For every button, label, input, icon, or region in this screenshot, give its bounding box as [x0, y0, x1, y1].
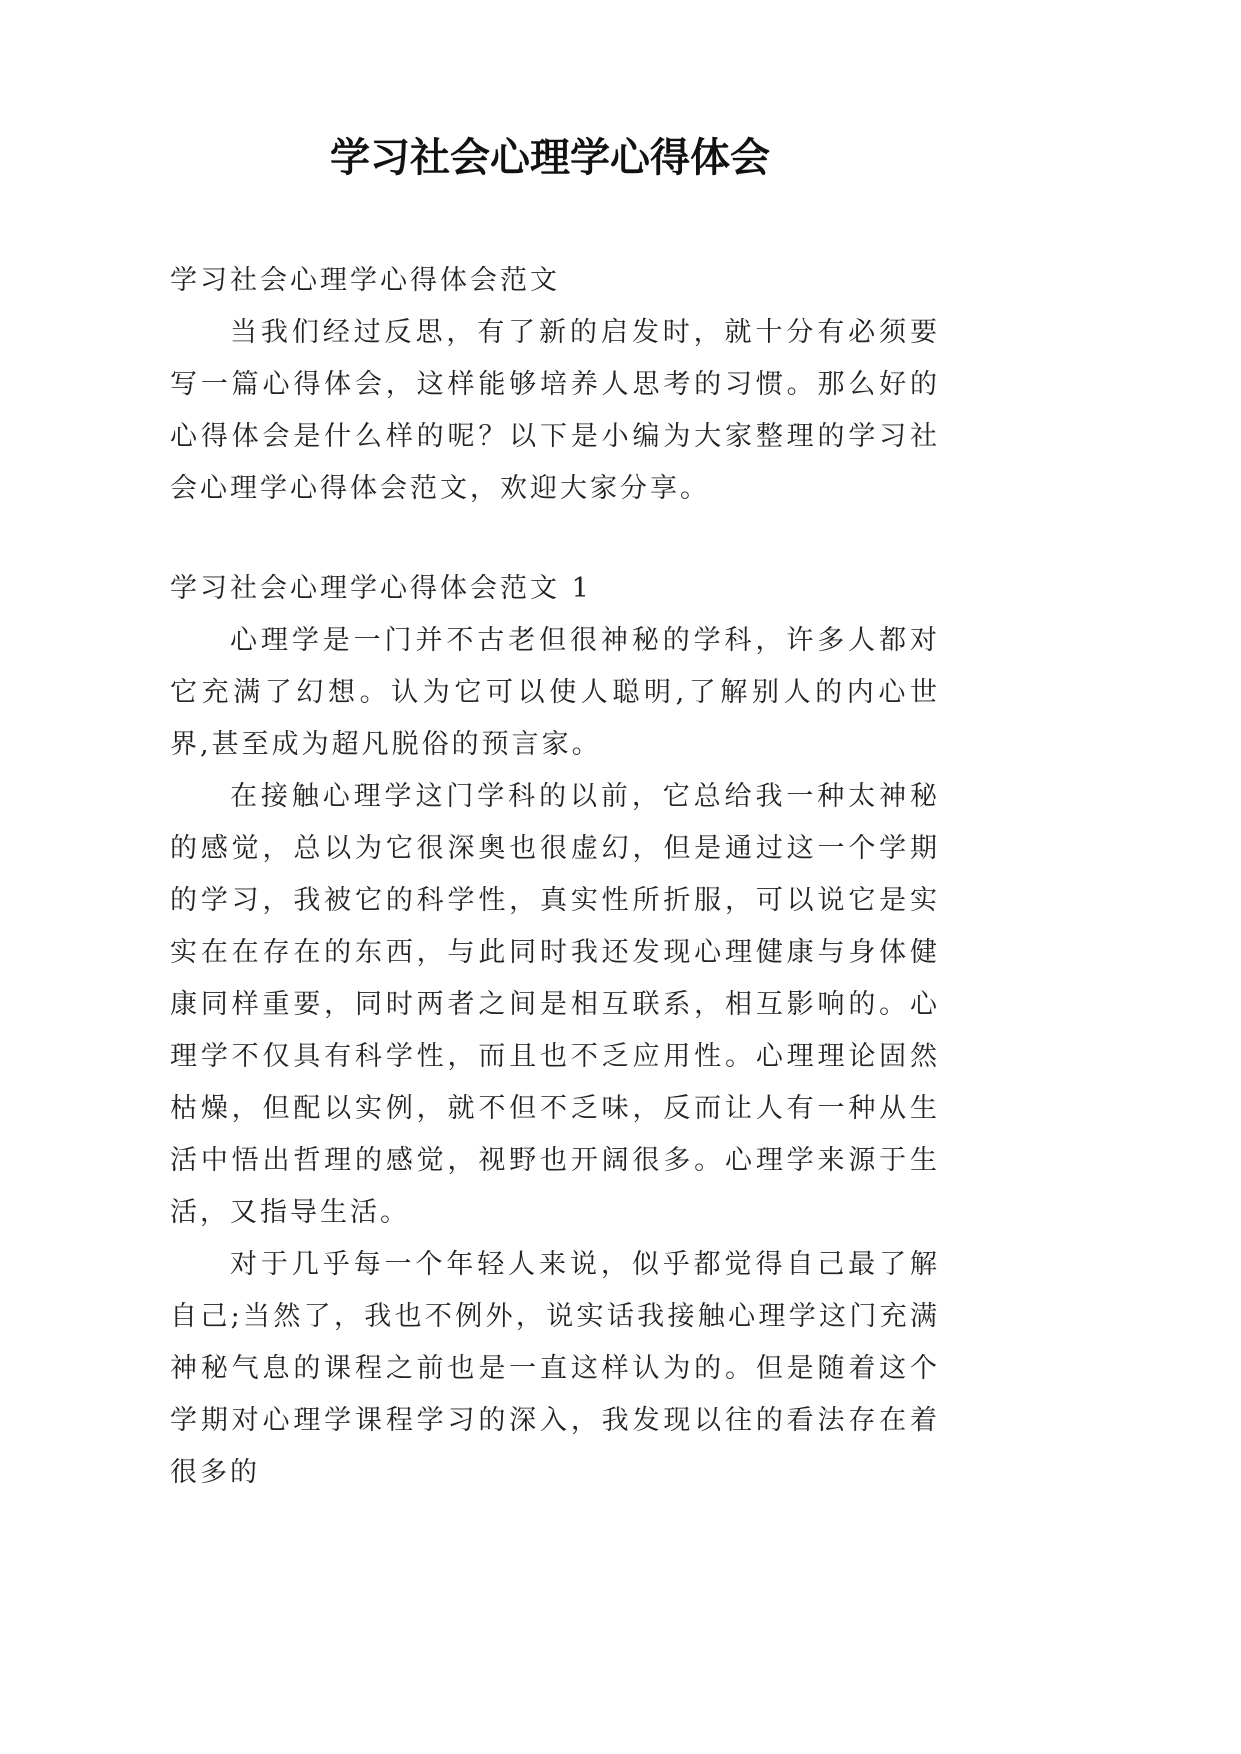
intro-heading: 学习社会心理学心得体会范文 [170, 265, 560, 296]
body-paragraph-1: 心理学是一门并不古老但很神秘的学科，许多人都对它充满了幻想。认为它可以使人聪明,了解别人的内心世界,甚至成为超凡脱俗的预言家。 [170, 625, 940, 760]
document-body [170, 255, 940, 1499]
section-spacer [170, 515, 940, 563]
body-paragraph-2: 在接触心理学这门学科的以前，它总给我一种太神秘的感觉，总以为它很深奥也很虚幻，但是通过这一个学期的学习，我被它的科学性，真实性所折服，可以说它是实实在在存在的东西，与此同时我还发现心理健康与身体健康同样重要，同时两者之间是相互联系，相互影响的。心理学不仅具有科学性，而且也不乏应用性。心理理论固然枯燥，但配以实例，就不但不乏味，反而让人有一种从生活中悟出哲理的感觉，视野也开阔很多。心理学来源于生活，又指导生活。 [170, 781, 940, 1228]
intro-paragraph: 当我们经过反思，有了新的启发时，就十分有必须要写一篇心得体会，这样能够培养人思考的习惯。那么好的心得体会是什么样的呢？以下是小编为大家整理的学习社会心理学心得体会范文，欢迎大家分享。 [170, 317, 940, 504]
section1-heading: 学习社会心理学心得体会范文 1 [170, 573, 592, 604]
body-paragraph-3: 对于几乎每一个年轻人来说，似乎都觉得自己最了解自己;当然了，我也不例外，说实话我接触心理学这门充满神秘气息的课程之前也是一直这样认为的。但是随着这个学期对心理学课程学习的深入，我发现以往的看法存在着很多的 [170, 1249, 940, 1488]
document-title: 学习社会心理学心得体会 [330, 134, 770, 181]
